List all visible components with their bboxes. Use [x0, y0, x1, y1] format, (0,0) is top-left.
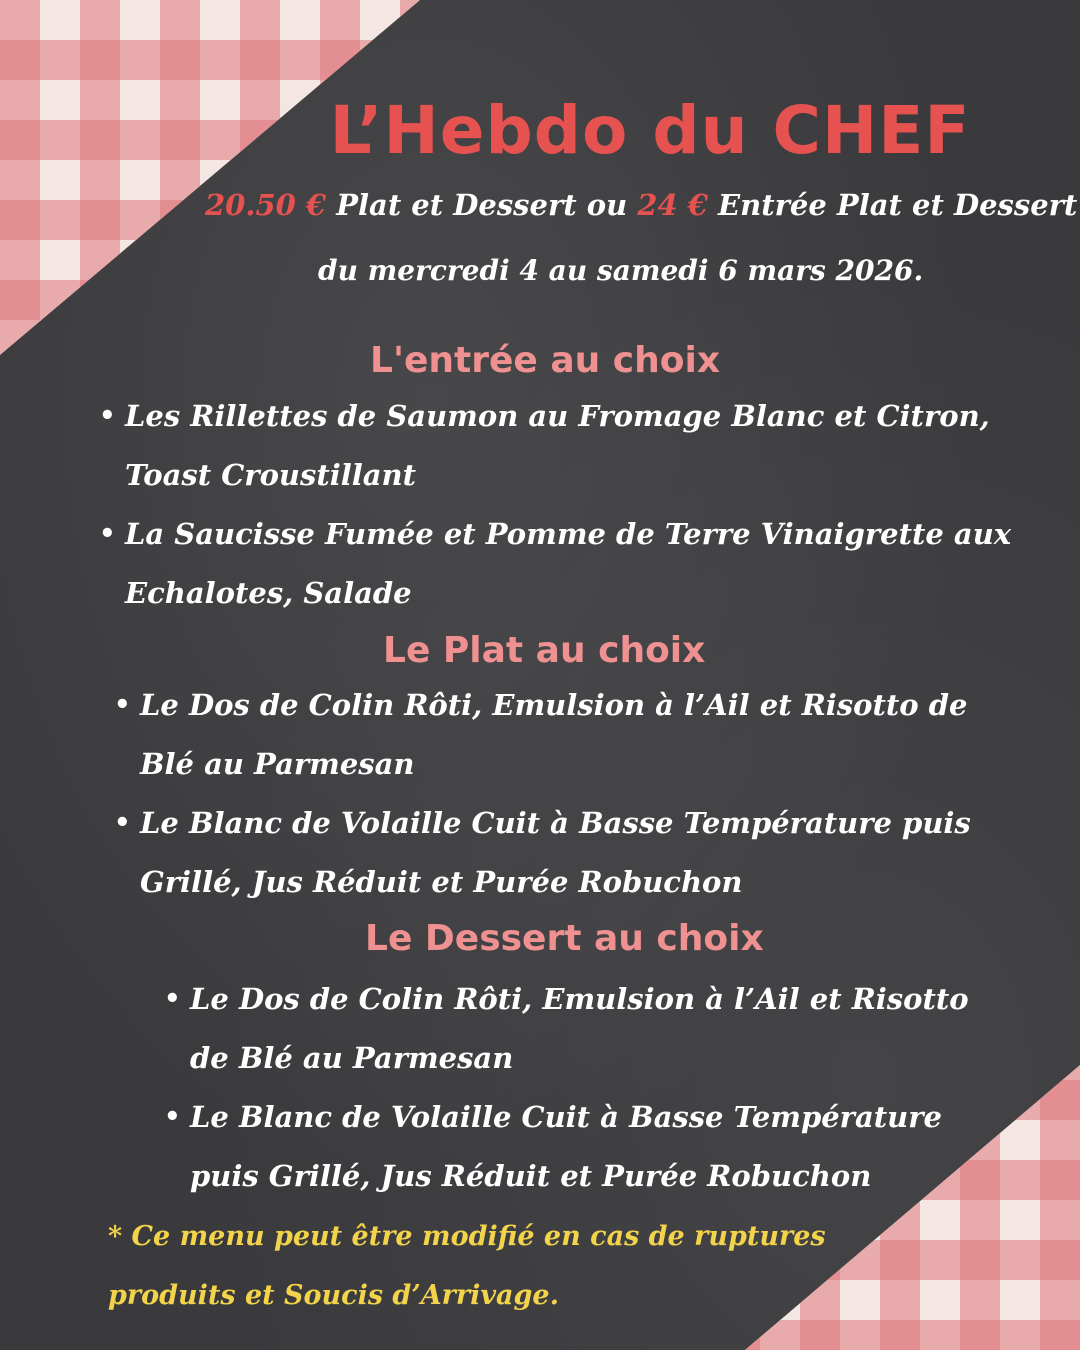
menu-title: L’Hebdo du CHEF: [329, 92, 971, 169]
dessert-list: [190, 970, 990, 1206]
entree-list: [125, 387, 1035, 623]
list-item: • Le Dos de Colin Rôti, Emulsion à l’Ail et Risotto de Blé au Parmesan: [140, 676, 975, 794]
list-item: • Le Dos de Colin Rôti, Emulsion à l’Ail et Risotto de Blé au Parmesan: [190, 970, 990, 1088]
heading-plat: Le Plat au choix: [383, 630, 706, 671]
list-item: • Le Blanc de Volaille Cuit à Basse Température puis Grillé, Jus Réduit et Purée Robuchon: [190, 1088, 990, 1206]
list-item: • Le Blanc de Volaille Cuit à Basse Température puis Grillé, Jus Réduit et Purée Robuchon: [140, 794, 975, 912]
price-plat-dessert: 20.50 €: [205, 188, 327, 222]
heading-dessert: Le Dessert au choix: [365, 918, 764, 959]
date-range: du mercredi 4 au samedi 6 mars 2026.: [318, 254, 924, 287]
pricing-line: [205, 188, 1077, 222]
pricing-separator: ou: [586, 188, 628, 222]
plat-list: [140, 676, 975, 912]
list-item: • Les Rillettes de Saumon au Fromage Blanc et Citron, Toast Croustillant: [125, 387, 1035, 505]
menu-disclaimer: * Ce menu peut être modifié en cas de ruptures produits et Soucis d’Arrivage.: [108, 1221, 826, 1311]
list-item: • La Saucisse Fumée et Pomme de Terre Vinaigrette aux Echalotes, Salade: [125, 505, 1035, 623]
label-entree-plat-dessert: Entrée Plat et Dessert: [718, 188, 1078, 222]
label-plat-dessert: Plat et Dessert: [336, 188, 577, 222]
heading-entree: L'entrée au choix: [370, 340, 721, 381]
price-entree-plat-dessert: 24 €: [637, 188, 708, 222]
